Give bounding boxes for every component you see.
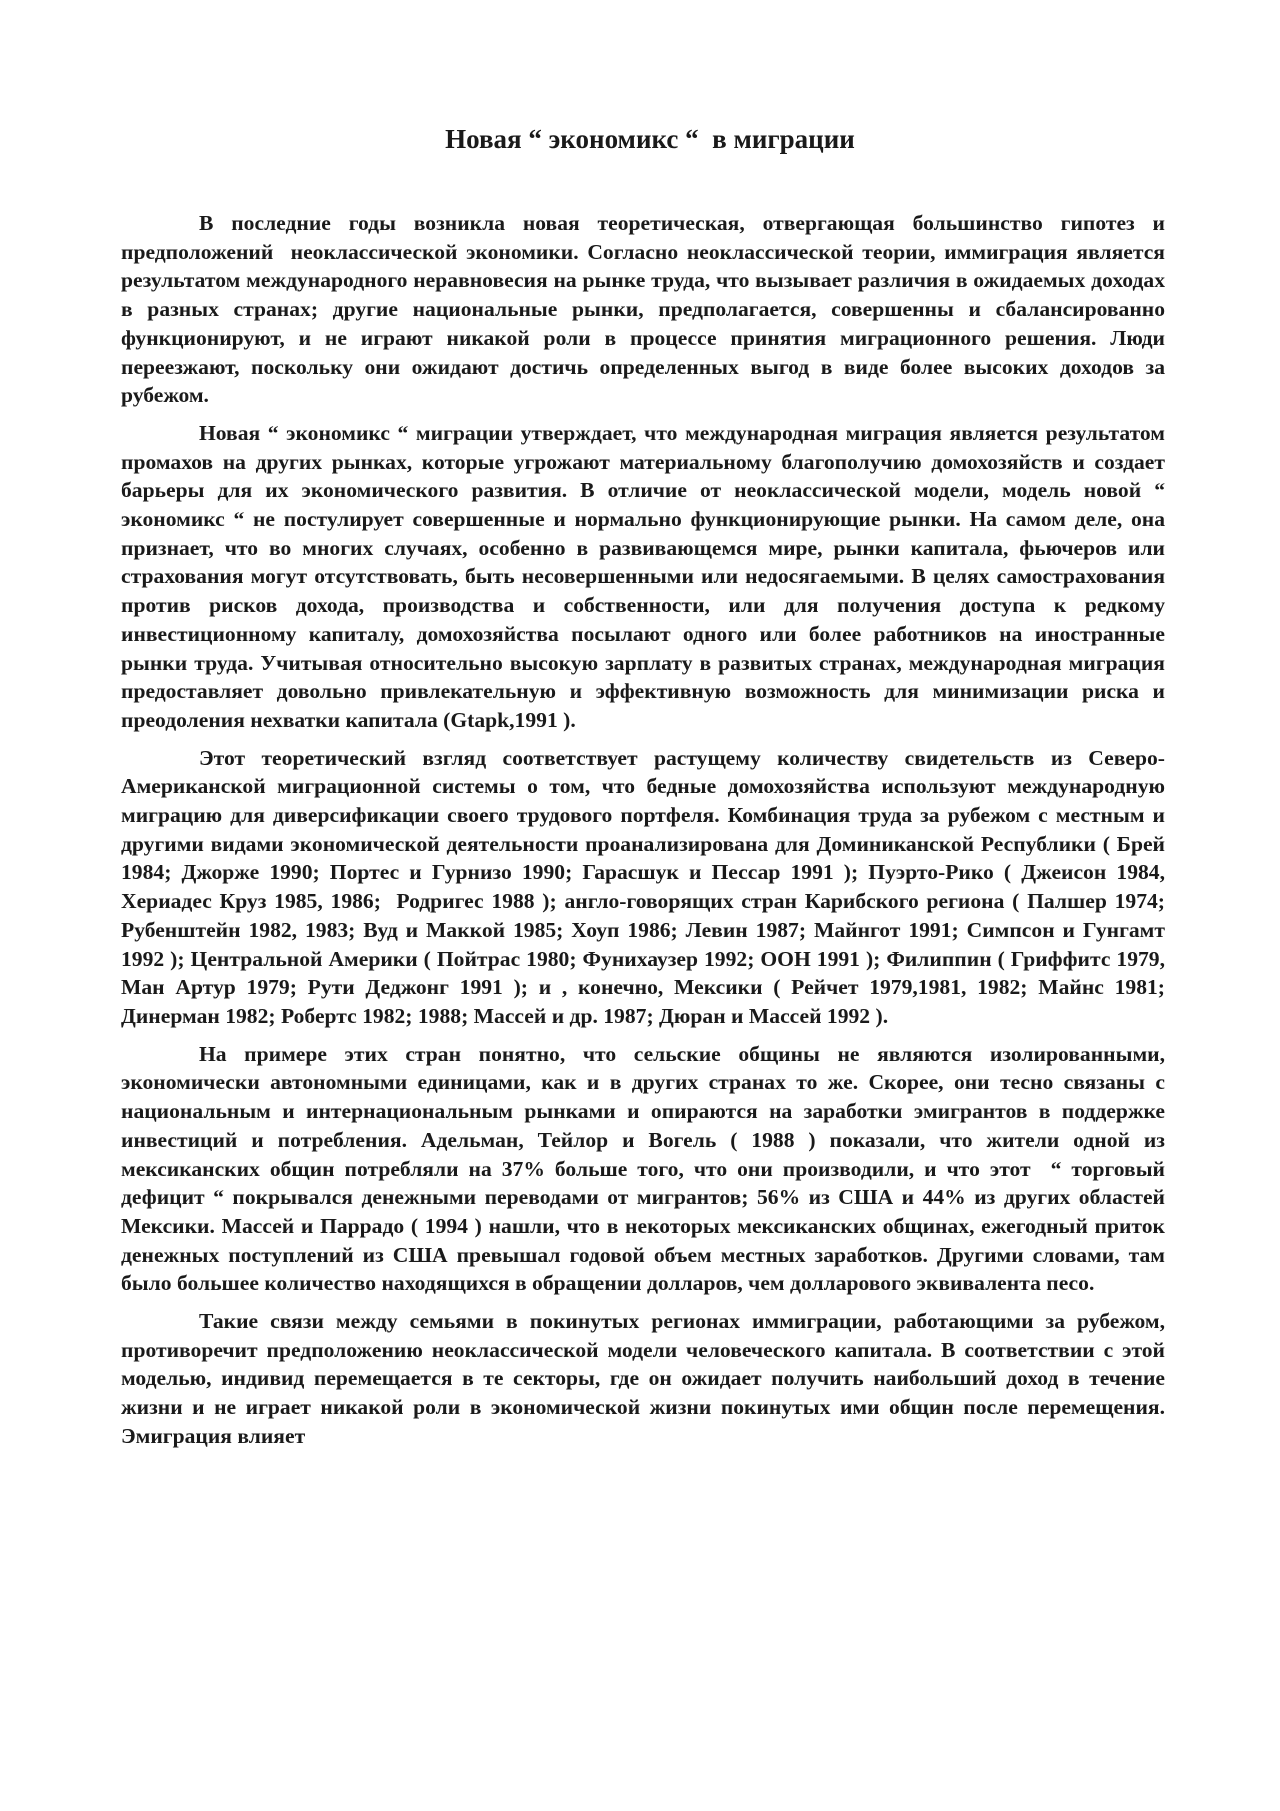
document-title: Новая “ экономикс “ в миграции <box>445 124 855 154</box>
paragraph-4: На примере этих стран понятно, что сельские общины не являются изолированными, экономически автономными единицами, как и в других странах то же. Скорее, они тесно связаны с национальным и интернациональным рынками и опираются на заработки эмигрантов в поддержке инвестиций и потребления. Адельман, Тейлор и Вогель ( 1988 ) показали, что жители одной из мексиканских общин потребляли на 37% больше того, что они производили, и что этот “ торговый дефицит “ покрывался денежными переводами от мигрантов; 56% из США и 44% из других областей Мексики. Массей и Паррадо ( 1994 ) нашли, что в некоторых мексиканских общинах, ежегодный приток денежных поступлений из США превышал годовой объем местных заработков. Другими словами, там было большее количество находящихся в обращении долларов, чем долларового эквивалента песо. <box>121 1041 1171 1296</box>
paragraph-2: Новая “ экономикс “ миграции утверждает, что международная миграция является результатом промахов на других рынках, которые угрожают материальному благополучию домохозяйств и создает барьеры для их экономического развития. В отличие от неоклассической модели, модель новой “ экономикс “ не постулирует совершенные и нормально функционирующие рынки. На самом деле, она признает, что во многих случаях, особенно в развивающемся мире, рынки капитала, фьючеров или страхования могут отсутствовать, быть несовершенными или недосягаемыми. В целях самострахования против рисков дохода, производства и собственности, или для получения доступа к редкому инвестиционному капиталу, домохозяйства посылают одного или более работников на иностранные рынки труда. Учитывая относительно высокую зарплату в развитых странах, международная миграция предоставляет довольно привлекательную и эффективную возможность для минимизации риска и преодоления нехватки капитала (Gtapk,1991 ). <box>121 420 1171 732</box>
paragraph-5: Такие связи между семьями в покинутых регионах иммиграции, работающими за рубежом, противоречит предположению неоклассической модели человеческого капитала. В соответствии с этой моделью, индивид перемещается в те секторы, где он ожидает получить наибольший доход в течение жизни и не играет никакой роли в экономической жизни покинутых ими общин после перемещения. Эмиграция влияет <box>121 1309 1171 1448</box>
paragraph-1: В последние годы возникла новая теоретическая, отвергающая большинство гипотез и предположений неоклассической экономики. Согласно неоклассической теории, иммиграция является результатом международного неравновесия на рынке труда, что вызывает различия в ожидаемых доходах в разных странах; другие национальные рынки, предполагается, совершенны и сбалансированно функционируют, и не играют никакой роли в процессе принятия миграционного решения. Люди переезжают, поскольку они ожидают достичь определенных выгод в виде более высоких доходов за рубежом. <box>121 211 1171 408</box>
paragraph-3: Этот теоретический взгляд соответствует растущему количеству свидетельств из Северо-Американской миграционной системы о том, что бедные домохозяйства используют международную миграцию для диверсификации своего трудового портфеля. Комбинация труда за рубежом с местным и другими видами экономической деятельности проанализирована для Доминиканской Республики ( Брей 1984; Джорже 1990; Портес и Гурнизо 1990; Гарасшук и Пессар 1991 ); Пуэрто-Рико ( Джеисон 1984, Хериадес Круз 1985, 1986; Родригес 1988 ); англо-говорящих стран Карибского региона ( Палшер 1974; Рубенштейн 1982, 1983; Вуд и Маккой 1985; Хоуп 1986; Левин 1987; Майнгот 1991; Симпсон и Гунгамт 1992 ); Центральной Америки ( Пойтрас 1980; Фунихаузер 1992; ООН 1991 ); Филиппин ( Гриффитс 1979, Ман Артур 1979; Рути Деджонг 1991 ); и , конечно, Мексики ( Рейчет 1979,1981, 1982; Майнс 1981; Динерман 1982; Робертс 1982; 1988; Массей и др. 1987; Дюран и Массей 1992 ). <box>121 745 1171 1028</box>
